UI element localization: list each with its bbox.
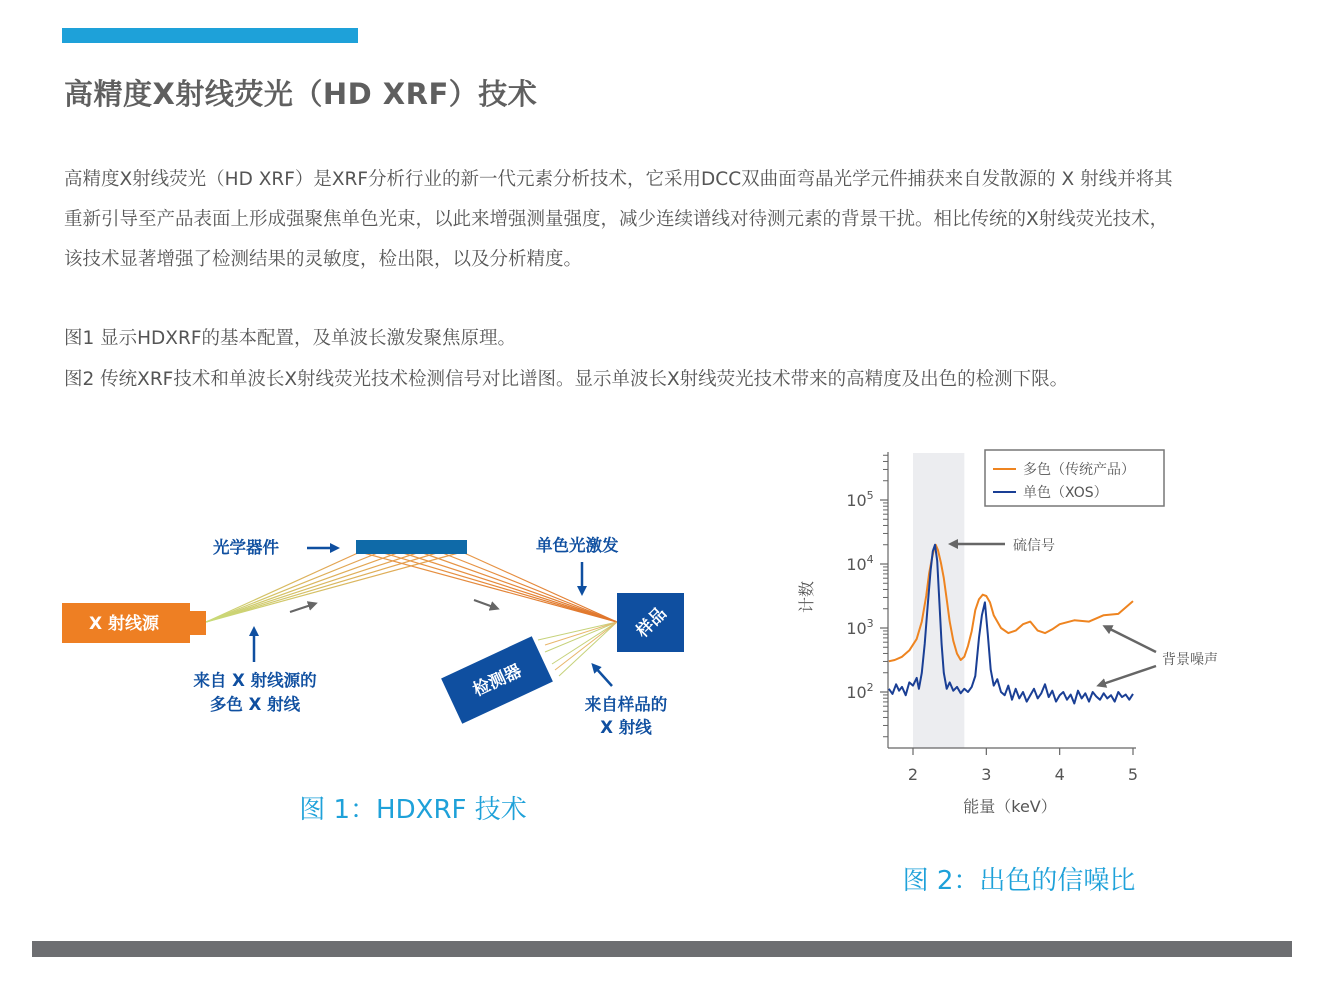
paragraph-line: 重新引导至产品表面上形成强聚焦单色光束，以此来增强测量强度，减少连续谱线对待测元素的背景干扰。相比传统的X射线荧光技术， [64, 209, 1169, 230]
paragraph-line: 该技术显著增强了检测结果的灵敏度，检出限，以及分析精度。 [64, 249, 583, 270]
sample-xray-beams [538, 622, 617, 676]
y-tick-label: $10^5$ [846, 489, 874, 510]
focused-beams [360, 552, 617, 622]
sample-box [617, 593, 684, 652]
background-noise-label: 背景噪声 [1162, 652, 1218, 668]
figure1-caption: 图 1：HDXRF 技术 [299, 795, 527, 825]
beam-direction-arrow-1 [290, 604, 314, 612]
sample-label: 样品 [632, 603, 671, 642]
legend-label-poly: 多色（传统产品） [1023, 462, 1135, 478]
x-tick-label: 3 [981, 765, 992, 784]
optic-label: 光学器件 [213, 538, 279, 557]
x-tick-label: 2 [907, 765, 919, 784]
poly-xray-label-2: 多色 X 射线 [209, 695, 301, 714]
y-ticks [846, 489, 888, 702]
x-tick-label: 5 [1127, 765, 1139, 784]
detector-label: 检测器 [470, 661, 525, 701]
detector-box [441, 636, 553, 724]
beam-direction-arrow-2 [474, 600, 496, 608]
bottom-footer-bar [32, 941, 1292, 957]
figure2-chart [797, 450, 1218, 896]
y-tick-label: $10^3$ [846, 617, 874, 638]
sample-xray-arrow [594, 666, 612, 686]
poly-xray-label-1: 来自 X 射线源的 [193, 671, 317, 690]
y-tick-label: $10^2$ [846, 681, 874, 702]
mono-excitation-label: 单色光激发 [536, 536, 619, 555]
chart-legend [985, 450, 1164, 506]
y-tick-label: $10^4$ [846, 553, 874, 574]
figure-note-2: 图2 传统XRF技术和单波长X射线荧光技术检测信号对比谱图。显示单波长X射线荧光技术带来的高精度及出色的检测下限。 [64, 369, 1069, 390]
paragraph-line: 高精度X射线荧光（HD XRF）是XRF分析行业的新一代元素分析技术，它采用DCC双曲面弯晶光学元件捕获来自发散源的 X 射线并将其 [64, 169, 1173, 190]
optic-element [356, 540, 467, 554]
x-ticks [908, 748, 1138, 784]
y-minor-ticks [883, 455, 888, 736]
sample-xray-label-2: X 射线 [600, 718, 652, 737]
figure-note-1: 图1 显示HDXRF的基本配置，及单波长激发聚焦原理。 [64, 328, 516, 349]
x-axis-label: 能量（keV） [963, 797, 1057, 816]
y-axis-label: 计数 [797, 580, 816, 614]
figure2-caption: 图 2：出色的信噪比 [902, 866, 1136, 896]
source-label: X 射线源 [88, 614, 160, 634]
noise-annotation-arrow-1 [1106, 627, 1156, 652]
xray-source [62, 603, 206, 643]
sample-xray-label-1: 来自样品的 [584, 695, 668, 714]
sulfur-signal-label: 硫信号 [1013, 538, 1055, 554]
legend-label-mono: 单色（XOS） [1023, 485, 1108, 501]
page-title: 高精度X射线荧光（HD XRF）技术 [64, 77, 538, 111]
noise-annotation-arrow-2 [1100, 666, 1156, 685]
incoming-beams [206, 552, 462, 622]
x-tick-label: 4 [1054, 765, 1065, 784]
figure1-diagram [62, 535, 684, 825]
